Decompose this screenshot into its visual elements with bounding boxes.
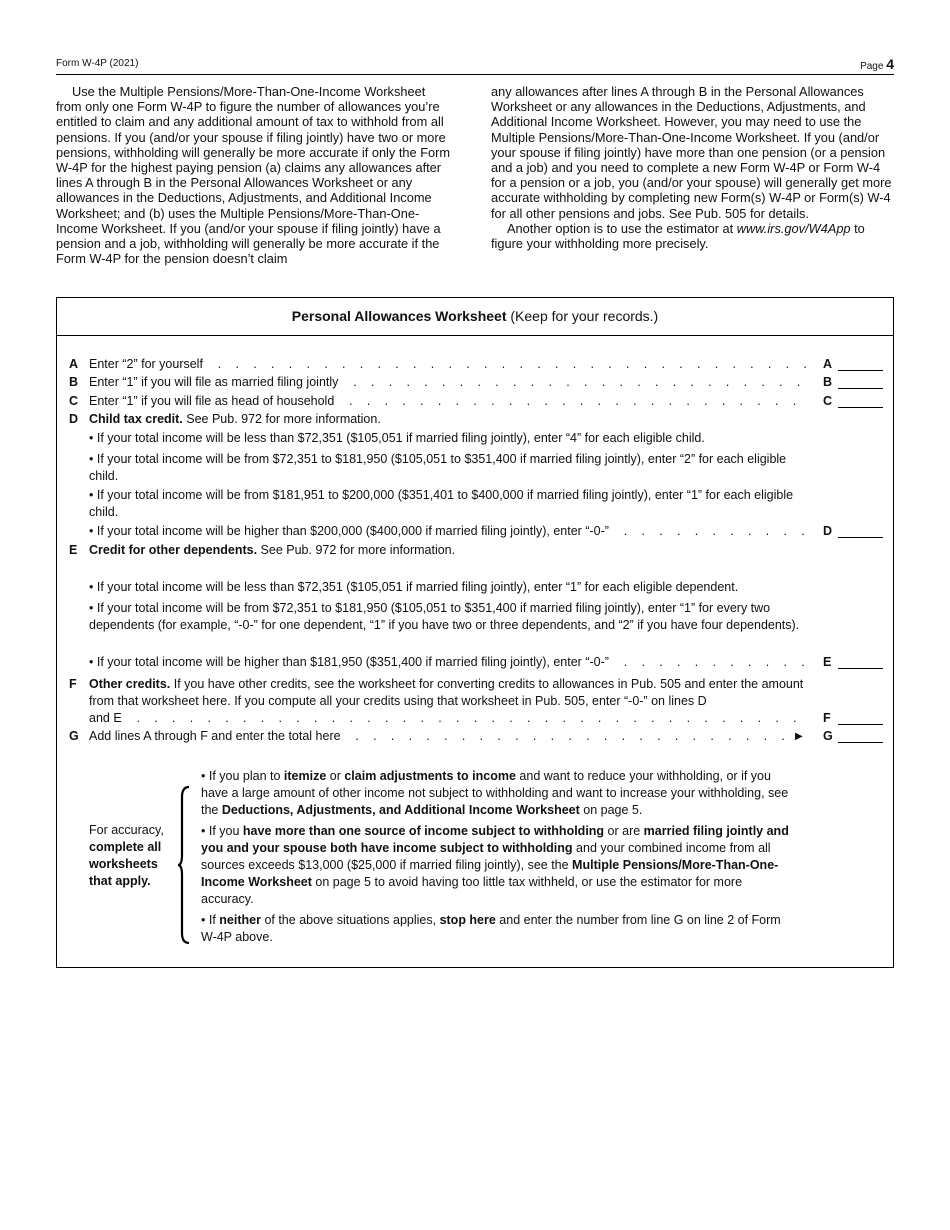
line-d-right-letter: D (823, 524, 833, 538)
arrow-right-icon: ▶ (795, 731, 803, 742)
intro-paragraph-2: any allowances after lines A through B in the Personal Allowances Worksheet or any allowances in the Deductions, Adjustments, and Additional Income Worksheet. However, you may need to use the Multiple Pensions/More-Than-One-Income Worksheet. If you (and/or your spouse if filing jointly) have more than one pension (or a pension and a job) and you need to complete a new Form W-4P or Form W-4 for a pension or a job, you (and/or your spouse) will generally get more accurate withholding by completing new Form(s) W-4P or Form(s) W-4 for all other pensions and jobs. See Pub. 505 for details. (491, 84, 892, 221)
b3-t5: and enter the number from line G on line 2 of Form W-4P above. (201, 913, 781, 944)
accuracy-label-text: For accuracy, (89, 823, 164, 837)
line-f-right-letter: F (823, 711, 831, 725)
line-e-bullet-1-text: • If your total income will be less than $72,351 ($105,051 if married filing jointly), enter “1” for each eligible dependent. (89, 580, 739, 594)
accuracy-label (89, 822, 173, 890)
line-d-input[interactable] (838, 523, 883, 538)
line-a-text: Enter “2” for yourself . . . (89, 356, 809, 373)
line-a-input[interactable] (838, 356, 883, 371)
accuracy-bullet-1 (201, 768, 793, 819)
form-id: Form W-4P (2021) (56, 58, 139, 69)
line-d-title: Child tax credit. (89, 412, 183, 426)
line-e-letter: E (69, 543, 78, 557)
b2-t1: • If you (201, 824, 243, 838)
worksheet-title-note: (Keep for your records.) (506, 308, 659, 324)
line-a-letter: A (69, 357, 79, 371)
accuracy-instructions (201, 768, 793, 950)
line-a-right-letter: A (823, 357, 833, 371)
line-f-letter: F (69, 677, 77, 691)
left-brace-icon (177, 785, 191, 945)
line-c-letter: C (69, 394, 79, 408)
accuracy-bullet-2 (201, 823, 793, 908)
b3-t4: stop here (439, 913, 496, 927)
page-number (860, 56, 894, 72)
accuracy-bullet-3 (201, 912, 793, 946)
b3-t1: • If (201, 913, 220, 927)
estimator-link[interactable]: www.irs.gov/W4App (736, 220, 851, 236)
line-d-text (89, 411, 809, 428)
b2-t7: on page 5 to avoid having too little tax withheld, or use the estimator for more accuracy. (201, 875, 743, 906)
line-e-desc: See Pub. 972 for more information. (257, 543, 456, 557)
page-label: Page (860, 61, 884, 72)
worksheet-title-text: Personal Allowances Worksheet (291, 308, 507, 324)
intro-paragraph-3 (491, 221, 894, 251)
line-g-text: Add lines A through F and enter the total here . . . (89, 728, 789, 745)
line-f-continued-text: and E . . . (89, 710, 809, 727)
line-e-bullet-3-text: • If your total income will be higher than $181,950 ($351,400 if married filing jointly), enter “-0-” . . . (89, 654, 809, 671)
b1-t4: claim adjustments to income (344, 769, 516, 783)
accuracy-label-bold: complete all worksheets that apply. (89, 840, 162, 888)
b2-t6: Multiple Pensions/More-Than-One-Income Worksheet (201, 858, 779, 889)
b3-t3: of the above situations applies, (260, 913, 440, 927)
line-d-bullet-3-text: • If your total income will be from $181,951 to $200,000 ($351,401 to $400,000 if married filing jointly), enter “1” for each eligible child. (89, 488, 794, 519)
b2-t3: or are (604, 824, 644, 838)
estimator-text: Another option is to use the estimator at (507, 220, 737, 236)
intro-column-left (56, 84, 454, 266)
header-divider (56, 74, 894, 75)
line-e-text (89, 542, 809, 559)
line-b-letter: B (69, 375, 79, 389)
line-g-input[interactable] (838, 728, 883, 743)
worksheet-title (57, 298, 893, 336)
page-number-value: 4 (886, 56, 894, 72)
line-f-desc: If you have other credits, see the worksheet for converting credits to allowances in Pub. 505 and enter the amount from that worksheet here. If you compute all your credits using that worksheet in Pub. 505, enter “-0-” on lines D (89, 677, 804, 708)
b2-t2: have more than one source of income subject to withholding (242, 824, 605, 838)
b2-t5: and your combined income from all sources exceeds $13,000 ($25,000 if married filing jointly), see the (201, 841, 771, 872)
line-f-title: Other credits. (89, 677, 171, 691)
line-f-input[interactable] (838, 710, 883, 725)
line-e-title: Credit for other dependents. (89, 543, 258, 557)
line-e-input[interactable] (838, 654, 883, 669)
b1-t5: and want to reduce your withholding, or if you have a large amount of other income not subject to withholding and want to increase your withholding, see the (201, 769, 789, 817)
b1-t2: itemize (283, 769, 327, 783)
line-c-right-letter: C (823, 394, 833, 408)
line-g-letter: G (69, 729, 79, 743)
line-d-bullet-2-text: • If your total income will be from $72,351 to $181,950 ($105,051 to $351,400 if married filing jointly), enter “2” for each eligible child. (89, 452, 787, 483)
line-b-text: Enter “1” if you will file as married filing jointly . . . (89, 374, 809, 391)
line-c-input[interactable] (838, 393, 883, 408)
personal-allowances-worksheet (56, 297, 894, 968)
line-c-text: Enter “1” if you will file as head of household . . . (89, 393, 809, 410)
intro-paragraph-1: Use the Multiple Pensions/More-Than-One-Income Worksheet from only one Form W-4P to figure the number of allowances you’re entitled to claim and any additional amount of tax to withhold from all pensions. If you (and/or your spouse if filing jointly) have two or more pensions, withholding will generally be more accurate if only the Form W-4P for the highest paying pension (a) claims any allowances after lines A through B in the Personal Allowances Worksheet or any allowances in the Deductions, Adjustments, and Additional Income Worksheet; and (b) uses the Multiple Pensions/More-Than-One-Income Worksheet. If you (and/or your spouse if filing jointly) have a pension and a job, withholding will generally be more accurate if the Form W-4P for the pension doesn’t claim (56, 84, 451, 267)
estimator-text-end: to figure your withholding more precisely. (491, 220, 865, 252)
line-b-right-letter: B (823, 375, 833, 389)
b1-t3: or (326, 769, 345, 783)
b2-t4: married filing jointly and you and your spouse both have income subject to withholding (201, 824, 789, 855)
line-d-desc: See Pub. 972 for more information. (182, 412, 381, 426)
line-g-right-letter: G (823, 729, 833, 743)
line-d-bullet-4-text: • If your total income will be higher than $200,000 ($400,000 if married filing jointly), enter “-0-” . . . (89, 523, 809, 540)
b3-t2: neither (219, 913, 261, 927)
line-f-text (89, 676, 809, 710)
line-e-right-letter: E (823, 655, 832, 669)
b1-t7: on page 5. (579, 803, 643, 817)
line-b-input[interactable] (838, 374, 883, 389)
line-d-bullet-1-text: • If your total income will be less than $72,351 ($105,051 if married filing jointly), enter “4” for each eligible child. (89, 431, 705, 445)
line-d-letter: D (69, 412, 79, 426)
line-e-bullet-2-text: • If your total income will be from $72,351 to $181,950 ($105,051 to $351,400 if married filing jointly), enter “1” for every two dependents (for example, “-0-” for one dependent, “1” if you have two or three dependents, and “2” if you have four dependents). (89, 601, 800, 632)
intro-column-right (491, 84, 894, 251)
b1-t6: Deductions, Adjustments, and Additional Income Worksheet (221, 803, 580, 817)
b1-t1: • If you plan to (201, 769, 284, 783)
